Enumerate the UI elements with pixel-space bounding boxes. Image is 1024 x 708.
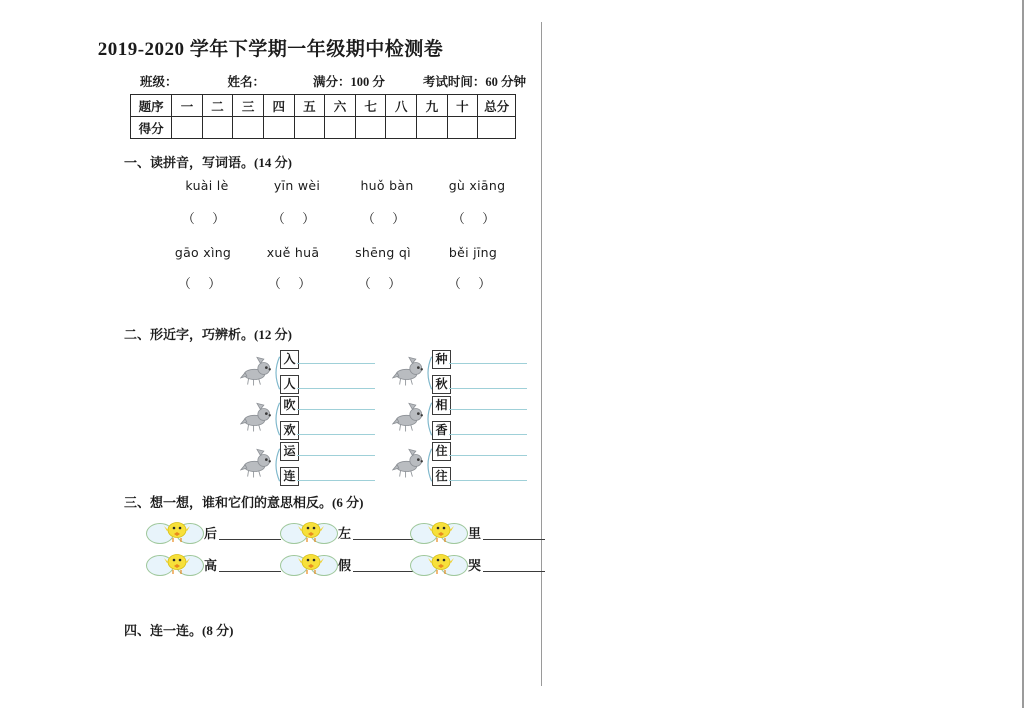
q2-write-line-1a[interactable] (297, 363, 375, 364)
col-header-1: 一 (172, 95, 203, 117)
q1-answer-1[interactable]: （ ） (181, 211, 233, 226)
chick-body-icon (297, 553, 325, 576)
q3-word-1: 后 (204, 526, 218, 541)
q2-group-3 (240, 396, 388, 440)
q2-write-line-2a[interactable] (449, 363, 527, 364)
q1-pinyin-4: gù xiāng (448, 178, 506, 193)
q1-pinyin-2: yīn wèi (273, 178, 321, 193)
score-cell-4[interactable] (263, 117, 294, 139)
col-header-4: 四 (263, 95, 294, 117)
section-heading-q3: 三、想一想，谁和它们的意思相反。(6 分) (124, 495, 364, 510)
score-cell-6[interactable] (325, 117, 356, 139)
q2-group-6 (392, 442, 540, 486)
q3-blank-6[interactable] (483, 558, 545, 572)
q2-char-3-top: 吹 (280, 396, 299, 415)
q2-char-1-bottom: 人 (280, 375, 299, 394)
chick-icon (146, 521, 208, 544)
dog-icon (392, 354, 426, 388)
q2-char-5-bottom: 连 (280, 467, 299, 486)
row-label-score: 得分 (131, 117, 172, 139)
chick-icon (280, 553, 342, 576)
q2-group-5 (240, 442, 388, 486)
q2-write-line-4b[interactable] (449, 434, 527, 435)
q1-answer-3[interactable]: （ ） (361, 211, 413, 226)
row-label-question-index: 题序 (131, 95, 172, 117)
q3-blank-2[interactable] (353, 526, 415, 540)
chick-icon (280, 521, 342, 544)
q2-write-line-2b[interactable] (449, 388, 527, 389)
q3-word-3: 里 (468, 526, 482, 541)
chick-icon (410, 521, 472, 544)
chick-icon (146, 553, 208, 576)
q1-answer-2[interactable]: （ ） (271, 211, 323, 226)
chick-body-icon (297, 521, 325, 544)
chick-body-icon (427, 553, 455, 576)
q2-char-4-bottom: 香 (432, 421, 451, 440)
col-header-total: 总分 (478, 95, 516, 117)
q3-word-2: 左 (338, 526, 352, 541)
score-cell-8[interactable] (386, 117, 417, 139)
q3-item-2 (280, 521, 415, 544)
score-cell-2[interactable] (202, 117, 233, 139)
dog-icon (392, 446, 426, 480)
q2-write-line-3b[interactable] (297, 434, 375, 435)
score-cell-7[interactable] (355, 117, 386, 139)
q1-answer-5[interactable]: （ ） (177, 276, 229, 291)
q1-pinyin-5: gāo xìng (174, 245, 232, 260)
class-label: 班级： (140, 75, 178, 89)
dog-icon (240, 400, 274, 434)
q2-write-line-6b[interactable] (449, 480, 527, 481)
section-heading-q4: 四、连一连。(8 分) (124, 623, 234, 638)
score-cell-total[interactable] (478, 117, 516, 139)
q2-char-3-bottom: 欢 (280, 421, 299, 440)
score-cell-1[interactable] (172, 117, 203, 139)
chick-icon (410, 553, 472, 576)
col-header-9: 九 (417, 95, 448, 117)
q1-pinyin-row-1 (162, 178, 522, 193)
q3-item-1 (146, 521, 281, 544)
score-cell-5[interactable] (294, 117, 325, 139)
chick-body-icon (427, 521, 455, 544)
q2-write-line-5a[interactable] (297, 455, 375, 456)
page-title: 2019-2020 学年下学期一年级期中检测卷 (97, 39, 444, 60)
table-row-score (131, 117, 516, 139)
q1-pinyin-3: huǒ bàn (360, 178, 414, 193)
q2-char-1-top: 入 (280, 350, 299, 369)
q1-pinyin-7: shēng qì (355, 245, 411, 260)
q1-answer-row-1 (162, 208, 522, 227)
q3-item-4 (146, 553, 281, 576)
col-header-5: 五 (294, 95, 325, 117)
q2-char-4-top: 相 (432, 396, 451, 415)
q2-write-line-5b[interactable] (297, 480, 375, 481)
q3-item-6 (410, 553, 545, 576)
q2-group-2 (392, 350, 540, 394)
table-row-question-index (131, 95, 516, 117)
q1-pinyin-1: kuài lè (185, 178, 229, 193)
q2-write-line-6a[interactable] (449, 455, 527, 456)
dog-icon (392, 400, 426, 434)
q2-group-4 (392, 396, 540, 440)
q2-write-line-3a[interactable] (297, 409, 375, 410)
q3-item-3 (410, 521, 545, 544)
q3-item-5 (280, 553, 415, 576)
q2-write-line-1b[interactable] (297, 388, 375, 389)
q3-blank-5[interactable] (353, 558, 415, 572)
col-header-7: 七 (355, 95, 386, 117)
q3-word-4: 高 (204, 558, 218, 573)
score-table (130, 94, 516, 139)
q2-char-2-top: 种 (432, 350, 451, 369)
q1-answer-6[interactable]: （ ） (267, 276, 319, 291)
duration-label: 考试时间：60 分钟 (422, 75, 527, 89)
chick-body-icon (163, 521, 191, 544)
q2-char-5-top: 运 (280, 442, 299, 461)
dog-icon (240, 446, 274, 480)
col-header-2: 二 (202, 95, 233, 117)
q3-blank-4[interactable] (219, 558, 281, 572)
score-cell-9[interactable] (417, 117, 448, 139)
q2-char-6-bottom: 往 (432, 467, 451, 486)
q1-answer-row-2 (158, 273, 518, 292)
q1-pinyin-row-2 (158, 245, 518, 260)
full-marks-label: 满分：100 分 (313, 75, 385, 89)
col-header-6: 六 (325, 95, 356, 117)
q1-pinyin-8: běi jīng (448, 245, 498, 260)
right-column (542, 0, 1024, 708)
col-header-8: 八 (386, 95, 417, 117)
student-name-label: 姓名： (227, 75, 266, 89)
q3-word-6: 哭 (468, 558, 482, 573)
section-heading-q1: 一、读拼音，写词语。(14 分) (124, 155, 292, 170)
q1-pinyin-6: xuě huā (266, 245, 320, 260)
q2-char-2-bottom: 秋 (432, 375, 451, 394)
q2-write-line-4a[interactable] (449, 409, 527, 410)
q3-blank-1[interactable] (219, 526, 281, 540)
q2-group-1 (240, 350, 388, 394)
section-heading-q2: 二、形近字，巧辨析。(12 分) (124, 327, 292, 342)
col-header-3: 三 (233, 95, 264, 117)
dog-icon (240, 354, 274, 388)
q3-word-5: 假 (338, 558, 352, 573)
q3-blank-3[interactable] (483, 526, 545, 540)
score-cell-3[interactable] (233, 117, 264, 139)
col-header-10: 十 (447, 95, 478, 117)
q1-answer-4[interactable]: （ ） (451, 211, 503, 226)
exam-meta-row (134, 72, 527, 90)
score-cell-10[interactable] (447, 117, 478, 139)
q2-char-6-top: 住 (432, 442, 451, 461)
q1-answer-7[interactable]: （ ） (357, 276, 409, 291)
q2-exercise-area (240, 350, 540, 485)
q1-answer-8[interactable]: （ ） (447, 276, 499, 291)
chick-body-icon (163, 553, 191, 576)
